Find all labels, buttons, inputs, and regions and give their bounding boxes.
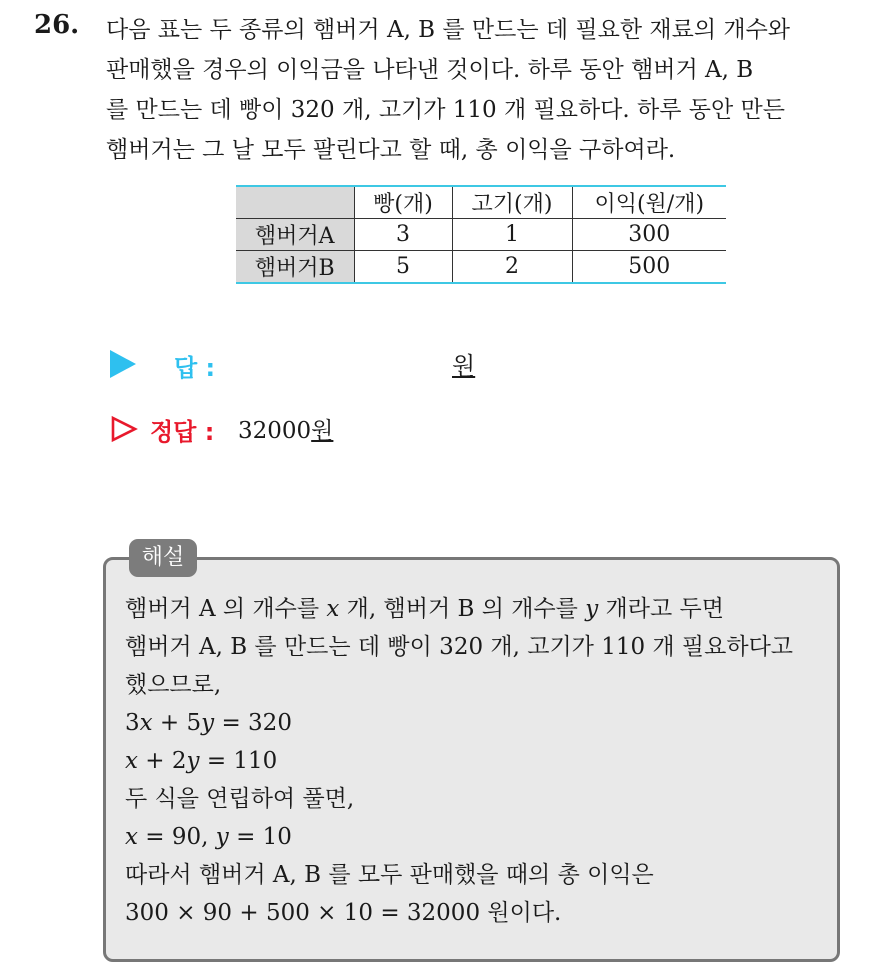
question-text xyxy=(106,10,866,170)
answer-unit: 원 xyxy=(452,352,476,380)
table-cell: 500 xyxy=(572,251,726,284)
solution-tag: 해설 xyxy=(129,539,197,577)
correct-answer-value: 32000원 xyxy=(238,418,334,444)
table-cell: 300 xyxy=(572,219,726,251)
question-line: 판매했을 경우의 이익금을 나타낸 것이다. 하루 동안 햄버거 A, B xyxy=(106,57,754,83)
table-header-cell: 빵(개) xyxy=(354,186,452,219)
solution-line: 300 × 90 + 500 × 10 = 32000 원이다. xyxy=(125,900,562,926)
answer-row xyxy=(110,344,610,384)
table-row-header: 햄버거B xyxy=(236,251,354,284)
play-icon xyxy=(110,350,136,378)
solution-line: 따라서 햄버거 A, B 를 모두 판매했을 때의 총 이익은 xyxy=(125,862,654,888)
table-row xyxy=(236,251,726,284)
table-row xyxy=(236,219,726,251)
correct-answer-unit: 원 xyxy=(311,418,334,444)
table-cell: 3 xyxy=(354,219,452,251)
solution-line: 햄버거 A, B 를 만드는 데 빵이 320 개, 고기가 110 개 필요하다고 xyxy=(125,634,794,660)
outline-triangle-icon xyxy=(110,415,138,443)
table-header-row xyxy=(236,186,726,219)
table-cell: 1 xyxy=(452,219,572,251)
solution-line: 했으므로, xyxy=(125,672,222,698)
solution-equation: 3x + 5y = 320 xyxy=(125,710,292,736)
correct-answer-row xyxy=(110,410,610,450)
table-cell: 5 xyxy=(354,251,452,284)
answer-label: 답 : xyxy=(174,354,216,382)
solution-text xyxy=(125,590,835,932)
solution-equation: x + 2y = 110 xyxy=(125,748,278,774)
question-line: 햄버거는 그 날 모두 팔린다고 할 때, 총 이익을 구하여라. xyxy=(106,137,676,163)
table-cell: 2 xyxy=(452,251,572,284)
question-line: 를 만드는 데 빵이 320 개, 고기가 110 개 필요하다. 하루 동안 만든 xyxy=(106,97,785,123)
solution-line: 두 식을 연립하여 풀면, xyxy=(125,786,355,812)
data-table xyxy=(236,185,726,284)
table-corner-cell xyxy=(236,186,354,219)
question-number: 26. xyxy=(34,10,80,40)
table-header-cell: 고기(개) xyxy=(452,186,572,219)
solution-line: 햄버거 A 의 개수를 x 개, 햄버거 B 의 개수를 y 개라고 두면 xyxy=(125,596,724,622)
table-row-header: 햄버거A xyxy=(236,219,354,251)
table-header-cell: 이익(원/개) xyxy=(572,186,726,219)
correct-answer-label: 정답 : xyxy=(150,418,215,446)
question-line: 다음 표는 두 종류의 햄버거 A, B 를 만드는 데 필요한 재료의 개수와 xyxy=(106,17,791,43)
solution-equation: x = 90, y = 10 xyxy=(125,824,292,850)
